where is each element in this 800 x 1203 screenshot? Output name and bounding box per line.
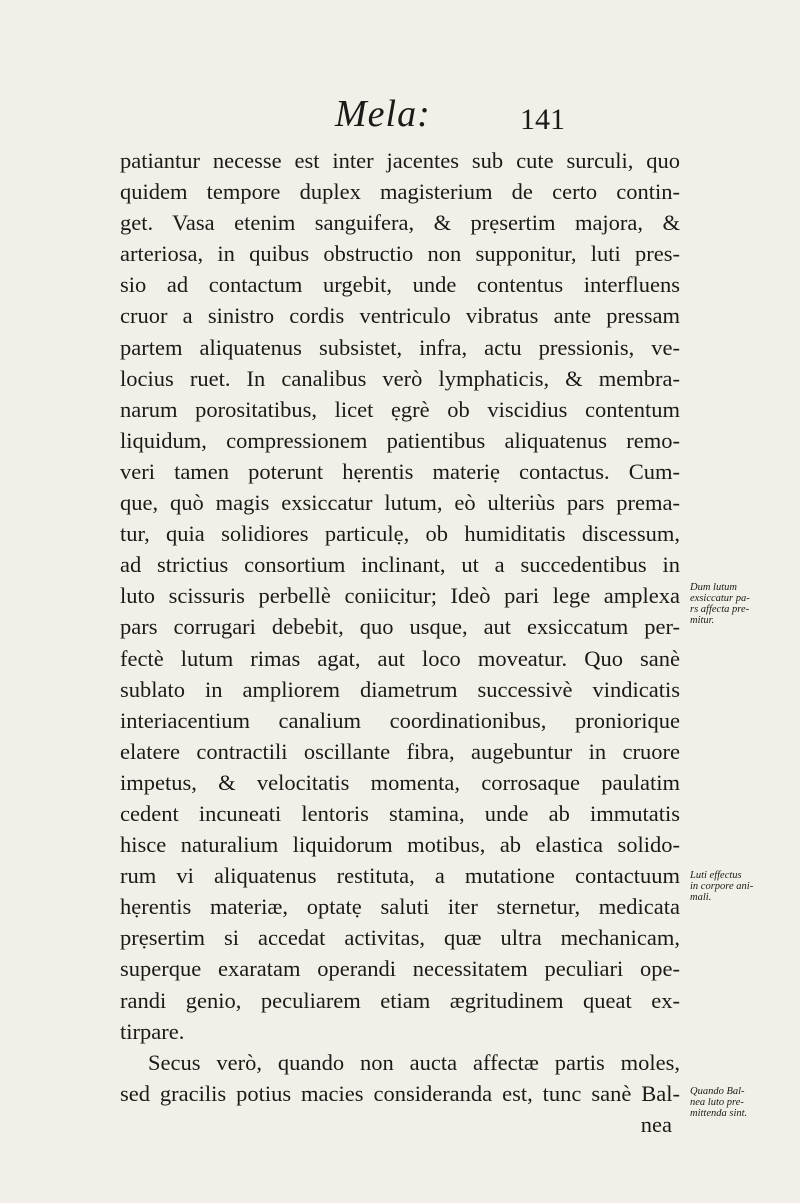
text-line: liquidum, compressionem patientibus aliquatenus remo- [120,427,680,453]
text-line: que, quò magis exsiccatur lutum, eò ulteriùs pars prema- [120,490,680,516]
text-line: get. Vasa etenim sanguifera, & prẹsertim majora, & [120,210,680,236]
margin-note-line: mali. [690,892,712,903]
margin-note-quando-balnea [690,1086,790,1119]
text-line: sublato in ampliorem diametrum successivè vindicatis [120,676,680,702]
text-line: prẹsertim si accedat activitas, quæ ultra mechanicam, [120,925,680,951]
text-line: impetus, & velocitatis momenta, corrosaque paulatim [120,769,680,795]
margin-note-luti-effectus [690,870,790,903]
margin-note-line: mittenda sint. [690,1108,748,1119]
page-header [0,92,800,142]
text-line: patiantur necesse est inter jacentes sub cute surculi, quo [120,148,680,173]
main-text-block [120,145,680,1140]
text-line: partem aliquatenus subsistet, infra, actu pressionis, ve- [120,334,680,360]
margin-note-line: Quando Bal- [690,1086,745,1097]
text-line: cedent incuneati lentoris stamina, unde ab immutatis [120,800,680,826]
margin-note-line: in corpore ani- [690,881,754,892]
text-line: sed gracilis potius macies consideranda est, tunc sanè Bal- [120,1080,680,1106]
margin-note-dum-lutum [690,582,790,626]
margin-note-line: exsiccatur pa- [690,593,750,604]
text-line: hisce naturalium liquidorum motibus, ab elastica solido- [120,832,680,858]
text-line: narum porositatibus, licet ẹgrè ob viscidius contentum [120,396,680,422]
margin-note-line: nea luto pre- [690,1097,744,1108]
text-line: superque exaratam operandi necessitatem peculiari ope- [120,956,680,982]
text-line: ad strictius consortium inclinant, ut a succedentibus in [120,552,680,578]
page-number: 141 [520,103,565,136]
text-line: cruor a sinistro cordis ventriculo vibratus ante pressam [120,303,680,329]
margin-note-line: Dum lutum [690,582,737,593]
margin-note-line: Luti effectus [690,870,742,881]
text-line: Secus verò, quando non aucta affectæ partis moles, [148,1049,680,1075]
text-line: hẹrentis materiæ, optatẹ saluti iter sternetur, medicata [120,894,680,920]
text-line: interiacentium canalium coordinationibus, proniorique [120,707,680,733]
margin-note-line: mitur. [690,615,715,626]
text-line: elatere contractili oscillante fibra, augebuntur in cruore [120,738,680,764]
text-line: locius ruet. In canalibus verò lymphaticis, & membra- [120,365,680,391]
text-line: pars corrugari debebit, quo usque, aut exsiccatum per- [120,614,680,640]
text-line: rum vi aliquatenus restituta, a mutatione contactuum [120,863,680,889]
text-line: arteriosa, in quibus obstructio non supponitur, luti pres- [120,241,680,267]
text-line: sio ad contactum urgebit, unde contentus interfluens [120,272,680,298]
text-line: tur, quia solidiores particulẹ, ob humiditatis discessum, [120,521,680,547]
catchword: nea [640,1111,672,1137]
running-head: Mela: [335,93,431,135]
text-line: randi genio, peculiarem etiam ægritudinem queat ex- [120,987,680,1013]
text-line: veri tamen poterunt hẹrentis materiẹ contactus. Cum- [120,458,680,484]
margin-note-line: rs affecta pre- [690,604,750,615]
text-line: tirpare. [120,1018,185,1044]
text-line: fectè lutum rimas agat, aut loco moveatur. Quo sanè [120,645,680,671]
text-line: luto scissuris perbellè coniicitur; Ideò pari lege amplexa [120,583,680,609]
text-line: quidem tempore duplex magisterium de certo contin- [120,179,680,205]
